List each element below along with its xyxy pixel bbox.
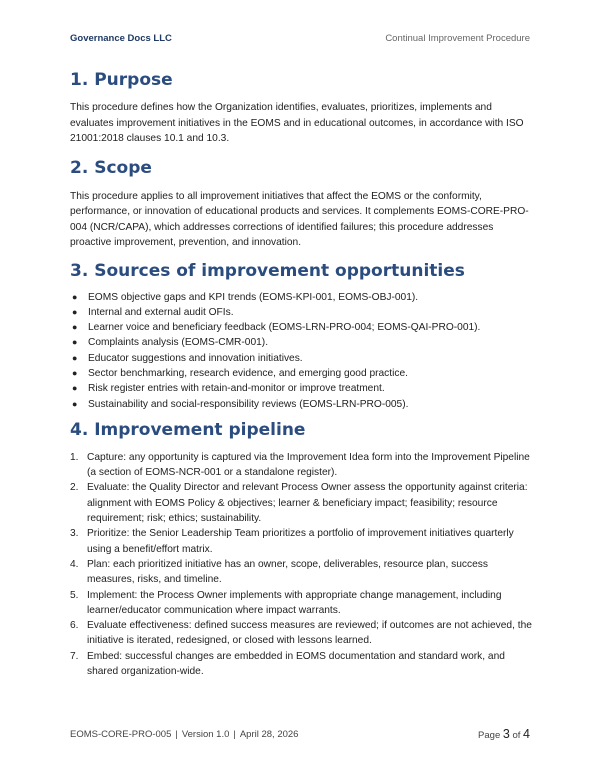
page-header: [70, 33, 530, 49]
step-number: 4.: [70, 558, 79, 570]
pipeline-steps-list: [70, 450, 532, 679]
list-item-text: Risk register entries with retain-and-monitor or improve treatment.: [88, 383, 385, 395]
bullet-icon: ●: [72, 367, 78, 378]
list-item-text: Educator suggestions and innovation initiatives.: [88, 352, 303, 364]
page-prefix: Page: [478, 730, 501, 741]
bullet-icon: ●: [72, 306, 78, 317]
list-item: [70, 381, 532, 396]
section-purpose: [70, 68, 532, 147]
section-scope: [70, 156, 532, 251]
list-item: [70, 397, 532, 412]
list-item-text: Sector benchmarking, research evidence, and emerging good practice.: [88, 367, 408, 379]
list-item-text: Internal and external audit OFIs.: [88, 306, 234, 318]
sources-list: [70, 290, 532, 412]
list-item: [70, 649, 532, 680]
list-item-text: Complaints analysis (EOMS-CMR-001).: [88, 337, 269, 349]
section-sources: [70, 259, 532, 412]
list-item: [70, 526, 532, 557]
header-document-title: Continual Improvement Procedure: [385, 33, 530, 44]
page-of: of: [512, 730, 521, 741]
section-body-scope: This procedure applies to all improvement initiatives that affect the EOMS or the conformity, performance, or innovation of educational products and services. It complements EOMS-CORE-PRO-004 (NCR/CAPA), which addresses corrections of identified failures; this procedure addresses proactive improvement, prevention, and innovation.: [70, 190, 529, 248]
step-number: 3.: [70, 528, 79, 540]
step-text: Prioritize: the Senior Leadership Team prioritizes a portfolio of improvement initiatives quarterly using a benefit/effort matrix.: [87, 528, 514, 555]
step-number: 7.: [70, 650, 79, 662]
section-heading-sources: 3. Sources of improvement opportunities: [70, 260, 465, 281]
bullet-icon: ●: [72, 352, 78, 363]
list-item: [70, 618, 532, 649]
list-item: [70, 450, 532, 481]
page-total: 4: [523, 727, 530, 741]
step-number: 5.: [70, 589, 79, 601]
footer-separator: |: [175, 729, 178, 740]
page-current: 3: [502, 727, 510, 741]
list-item: [70, 290, 532, 305]
footer-version: Version 1.0: [181, 729, 230, 740]
bullet-icon: ●: [72, 383, 78, 394]
bullet-icon: ●: [72, 337, 78, 348]
list-item: [70, 588, 532, 619]
list-item: [70, 480, 532, 526]
footer-doc-info: [70, 729, 298, 740]
step-text: Implement: the Process Owner implements with appropriate change management, including learner/educator communication where impact warrants.: [87, 589, 502, 616]
footer-date: April 28, 2026: [239, 729, 299, 740]
step-text: Plan: each prioritized initiative has an owner, scope, deliverables, resource plan, success measures, risks, and timeline.: [87, 558, 488, 586]
section-heading-scope: 2. Scope: [70, 157, 152, 178]
list-item-text: Sustainability and social-responsibility reviews (EOMS-LRN-PRO-005).: [88, 398, 409, 410]
section-heading-purpose: 1. Purpose: [70, 70, 173, 90]
list-item: [70, 351, 532, 366]
document-body: [70, 68, 532, 679]
step-text: Capture: any opportunity is captured via the Improvement Idea form into the Improvement Pipeline (a section of EOMS-NCR-001 or a standalone register).: [87, 451, 530, 479]
step-number: 2.: [70, 482, 79, 494]
step-text: Embed: successful changes are embedded in EOMS documentation and standard work, and shared organization-wide.: [87, 650, 505, 678]
step-text: Evaluate: the Quality Director and relevant Process Owner assess the opportunity against criteria: alignment with EOMS Policy & objectives; learner & beneficiary impact; feasibility; resource requirement; risk; ethics; sustainability.: [87, 482, 528, 525]
list-item: [70, 557, 532, 588]
step-text: Evaluate effectiveness: defined success measures are reviewed; if outcomes are not achieved, the initiative is iterated, redesigned, or closed with lessons learned.: [87, 620, 532, 647]
bullet-icon: ●: [72, 291, 78, 302]
header-org-name: Governance Docs LLC: [70, 33, 172, 44]
bullet-icon: ●: [72, 398, 78, 409]
footer-doc-id: EOMS-CORE-PRO-005: [70, 729, 172, 740]
step-number: 6.: [70, 620, 79, 632]
list-item-text: EOMS objective gaps and KPI trends (EOMS-KPI-001, EOMS-OBJ-001).: [88, 291, 419, 303]
list-item: [70, 335, 532, 350]
section-pipeline: [70, 418, 532, 679]
section-heading-pipeline: 4. Improvement pipeline: [70, 419, 306, 440]
section-body-purpose: This procedure defines how the Organization identifies, evaluates, prioritizes, implements and evaluates improvement initiatives in the EOMS and in educational outcomes, in accordance with ISO 21001:2018 clauses 10.1 and 10.3.: [70, 102, 524, 144]
list-item-text: Learner voice and beneficiary feedback (EOMS-LRN-PRO-004; EOMS-QAI-PRO-001).: [88, 322, 481, 334]
footer-separator: |: [233, 729, 236, 740]
list-item: [70, 366, 532, 381]
page-number: [478, 727, 530, 741]
step-number: 1.: [70, 451, 79, 463]
list-item: [70, 305, 532, 320]
bullet-icon: ●: [72, 322, 78, 333]
list-item: [70, 320, 532, 335]
page-footer: [70, 729, 530, 745]
